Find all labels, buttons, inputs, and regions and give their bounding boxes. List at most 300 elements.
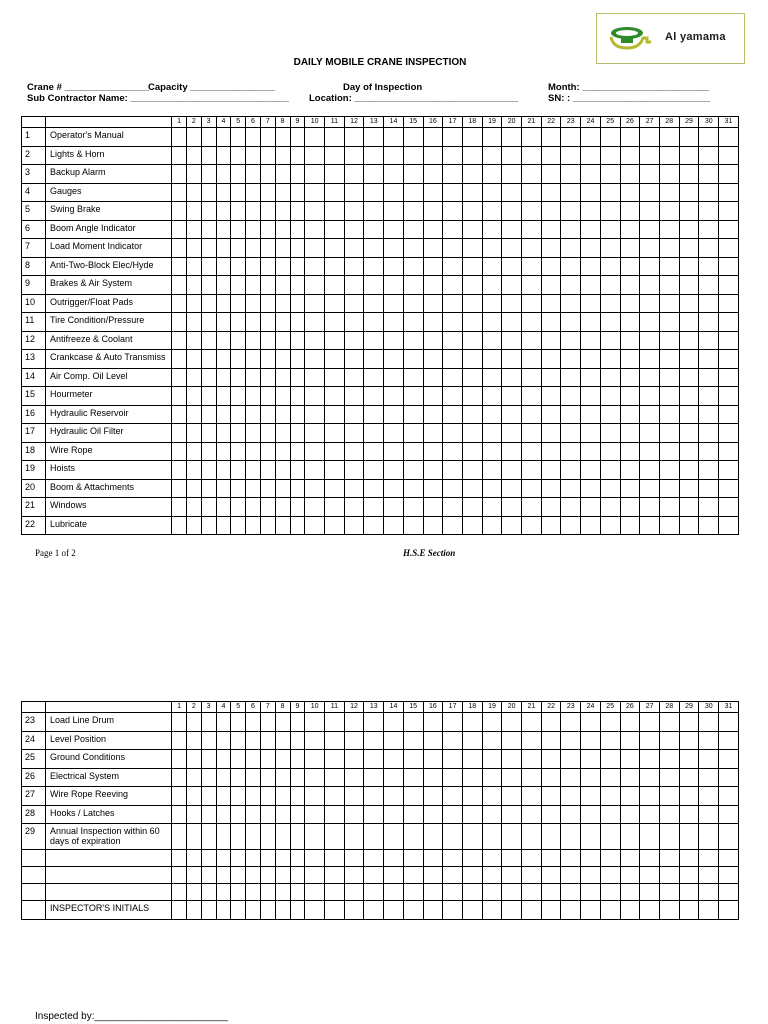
day-check-cell[interactable] (581, 257, 601, 276)
day-check-cell[interactable] (246, 183, 261, 202)
day-check-cell[interactable] (502, 479, 522, 498)
day-check-cell[interactable] (305, 424, 325, 443)
day-check-cell[interactable] (719, 424, 739, 443)
day-check-cell[interactable] (502, 442, 522, 461)
day-check-cell[interactable] (275, 867, 290, 884)
day-check-cell[interactable] (403, 257, 423, 276)
day-check-cell[interactable] (201, 313, 216, 332)
day-check-cell[interactable] (246, 516, 261, 535)
day-check-cell[interactable] (246, 387, 261, 406)
day-check-cell[interactable] (640, 220, 660, 239)
day-check-cell[interactable] (522, 331, 542, 350)
day-check-cell[interactable] (186, 387, 201, 406)
day-check-cell[interactable] (201, 479, 216, 498)
day-check-cell[interactable] (561, 368, 581, 387)
day-check-cell[interactable] (305, 183, 325, 202)
day-check-cell[interactable] (502, 146, 522, 165)
day-check-cell[interactable] (462, 257, 482, 276)
day-check-cell[interactable] (172, 405, 187, 424)
day-check-cell[interactable] (443, 516, 463, 535)
day-check-cell[interactable] (246, 128, 261, 147)
day-check-cell[interactable] (462, 350, 482, 369)
day-check-cell[interactable] (172, 294, 187, 313)
day-check-cell[interactable] (246, 405, 261, 424)
day-check-cell[interactable] (172, 331, 187, 350)
day-check-cell[interactable] (581, 867, 601, 884)
day-check-cell[interactable] (640, 313, 660, 332)
day-check-cell[interactable] (344, 350, 364, 369)
day-check-cell[interactable] (620, 479, 640, 498)
day-check-cell[interactable] (344, 768, 364, 787)
day-check-cell[interactable] (231, 516, 246, 535)
day-check-cell[interactable] (423, 884, 443, 901)
day-check-cell[interactable] (246, 850, 261, 867)
day-check-cell[interactable] (699, 442, 719, 461)
day-check-cell[interactable] (482, 850, 502, 867)
day-check-cell[interactable] (275, 313, 290, 332)
day-check-cell[interactable] (620, 424, 640, 443)
day-check-cell[interactable] (325, 183, 345, 202)
day-check-cell[interactable] (275, 331, 290, 350)
day-check-cell[interactable] (275, 294, 290, 313)
day-check-cell[interactable] (600, 516, 620, 535)
day-check-cell[interactable] (620, 294, 640, 313)
day-check-cell[interactable] (305, 165, 325, 184)
day-check-cell[interactable] (216, 350, 231, 369)
day-check-cell[interactable] (246, 313, 261, 332)
day-check-cell[interactable] (305, 787, 325, 806)
day-check-cell[interactable] (541, 479, 561, 498)
day-check-cell[interactable] (246, 276, 261, 295)
day-check-cell[interactable] (541, 202, 561, 221)
day-check-cell[interactable] (561, 405, 581, 424)
day-check-cell[interactable] (186, 350, 201, 369)
day-check-cell[interactable] (231, 128, 246, 147)
day-check-cell[interactable] (522, 405, 542, 424)
day-check-cell[interactable] (275, 461, 290, 480)
day-check-cell[interactable] (462, 146, 482, 165)
day-check-cell[interactable] (325, 884, 345, 901)
day-check-cell[interactable] (600, 805, 620, 824)
day-check-cell[interactable] (561, 183, 581, 202)
day-check-cell[interactable] (344, 146, 364, 165)
day-check-cell[interactable] (640, 146, 660, 165)
day-check-cell[interactable] (659, 239, 679, 258)
day-check-cell[interactable] (231, 787, 246, 806)
day-check-cell[interactable] (403, 387, 423, 406)
day-check-cell[interactable] (201, 183, 216, 202)
day-check-cell[interactable] (423, 239, 443, 258)
day-check-cell[interactable] (290, 331, 305, 350)
day-check-cell[interactable] (561, 387, 581, 406)
day-check-cell[interactable] (290, 901, 305, 920)
day-check-cell[interactable] (541, 165, 561, 184)
day-check-cell[interactable] (246, 479, 261, 498)
day-check-cell[interactable] (561, 479, 581, 498)
day-check-cell[interactable] (275, 901, 290, 920)
day-check-cell[interactable] (231, 313, 246, 332)
day-check-cell[interactable] (502, 787, 522, 806)
day-check-cell[interactable] (719, 850, 739, 867)
day-check-cell[interactable] (699, 850, 719, 867)
day-check-cell[interactable] (640, 202, 660, 221)
day-check-cell[interactable] (344, 461, 364, 480)
day-check-cell[interactable] (344, 405, 364, 424)
day-check-cell[interactable] (620, 202, 640, 221)
day-check-cell[interactable] (290, 824, 305, 850)
day-check-cell[interactable] (640, 805, 660, 824)
day-check-cell[interactable] (462, 294, 482, 313)
day-check-cell[interactable] (325, 850, 345, 867)
day-check-cell[interactable] (364, 901, 384, 920)
day-check-cell[interactable] (216, 901, 231, 920)
day-check-cell[interactable] (344, 479, 364, 498)
day-check-cell[interactable] (699, 202, 719, 221)
day-check-cell[interactable] (231, 183, 246, 202)
day-check-cell[interactable] (216, 442, 231, 461)
day-check-cell[interactable] (305, 713, 325, 732)
day-check-cell[interactable] (581, 128, 601, 147)
day-check-cell[interactable] (462, 713, 482, 732)
day-check-cell[interactable] (620, 442, 640, 461)
day-check-cell[interactable] (275, 884, 290, 901)
day-check-cell[interactable] (699, 750, 719, 769)
day-check-cell[interactable] (659, 768, 679, 787)
day-check-cell[interactable] (581, 368, 601, 387)
day-check-cell[interactable] (443, 867, 463, 884)
day-check-cell[interactable] (364, 257, 384, 276)
day-check-cell[interactable] (403, 294, 423, 313)
day-check-cell[interactable] (600, 239, 620, 258)
day-check-cell[interactable] (325, 128, 345, 147)
day-check-cell[interactable] (364, 750, 384, 769)
day-check-cell[interactable] (186, 405, 201, 424)
day-check-cell[interactable] (482, 731, 502, 750)
day-check-cell[interactable] (679, 750, 699, 769)
day-check-cell[interactable] (172, 257, 187, 276)
day-check-cell[interactable] (325, 276, 345, 295)
day-check-cell[interactable] (231, 498, 246, 517)
day-check-cell[interactable] (502, 750, 522, 769)
day-check-cell[interactable] (384, 768, 404, 787)
day-check-cell[interactable] (275, 824, 290, 850)
day-check-cell[interactable] (423, 824, 443, 850)
day-check-cell[interactable] (231, 461, 246, 480)
day-check-cell[interactable] (275, 202, 290, 221)
day-check-cell[interactable] (522, 787, 542, 806)
day-check-cell[interactable] (699, 731, 719, 750)
day-check-cell[interactable] (502, 405, 522, 424)
day-check-cell[interactable] (522, 257, 542, 276)
day-check-cell[interactable] (172, 750, 187, 769)
day-check-cell[interactable] (216, 239, 231, 258)
day-check-cell[interactable] (231, 405, 246, 424)
day-check-cell[interactable] (502, 768, 522, 787)
day-check-cell[interactable] (699, 239, 719, 258)
day-check-cell[interactable] (201, 516, 216, 535)
day-check-cell[interactable] (620, 884, 640, 901)
day-check-cell[interactable] (522, 350, 542, 369)
day-check-cell[interactable] (620, 276, 640, 295)
day-check-cell[interactable] (344, 731, 364, 750)
day-check-cell[interactable] (581, 331, 601, 350)
day-check-cell[interactable] (246, 165, 261, 184)
day-check-cell[interactable] (344, 220, 364, 239)
day-check-cell[interactable] (600, 750, 620, 769)
day-check-cell[interactable] (246, 442, 261, 461)
day-check-cell[interactable] (246, 424, 261, 443)
day-check-cell[interactable] (290, 768, 305, 787)
day-check-cell[interactable] (719, 294, 739, 313)
day-check-cell[interactable] (290, 713, 305, 732)
day-check-cell[interactable] (620, 713, 640, 732)
day-check-cell[interactable] (186, 294, 201, 313)
day-check-cell[interactable] (423, 405, 443, 424)
day-check-cell[interactable] (462, 405, 482, 424)
day-check-cell[interactable] (216, 479, 231, 498)
day-check-cell[interactable] (561, 165, 581, 184)
day-check-cell[interactable] (462, 128, 482, 147)
day-check-cell[interactable] (443, 768, 463, 787)
day-check-cell[interactable] (443, 850, 463, 867)
day-check-cell[interactable] (561, 516, 581, 535)
day-check-cell[interactable] (502, 202, 522, 221)
day-check-cell[interactable] (462, 276, 482, 295)
day-check-cell[interactable] (462, 805, 482, 824)
day-check-cell[interactable] (403, 405, 423, 424)
day-check-cell[interactable] (364, 146, 384, 165)
day-check-cell[interactable] (260, 479, 275, 498)
day-check-cell[interactable] (482, 350, 502, 369)
day-check-cell[interactable] (719, 884, 739, 901)
day-check-cell[interactable] (640, 128, 660, 147)
day-check-cell[interactable] (462, 731, 482, 750)
day-check-cell[interactable] (290, 884, 305, 901)
day-check-cell[interactable] (541, 884, 561, 901)
day-check-cell[interactable] (231, 867, 246, 884)
day-check-cell[interactable] (502, 713, 522, 732)
day-check-cell[interactable] (172, 850, 187, 867)
day-check-cell[interactable] (260, 331, 275, 350)
day-check-cell[interactable] (699, 824, 719, 850)
day-check-cell[interactable] (325, 387, 345, 406)
day-check-cell[interactable] (659, 442, 679, 461)
day-check-cell[interactable] (679, 824, 699, 850)
day-check-cell[interactable] (403, 165, 423, 184)
day-check-cell[interactable] (186, 884, 201, 901)
day-check-cell[interactable] (423, 850, 443, 867)
day-check-cell[interactable] (443, 183, 463, 202)
day-check-cell[interactable] (522, 498, 542, 517)
day-check-cell[interactable] (344, 331, 364, 350)
day-check-cell[interactable] (443, 713, 463, 732)
day-check-cell[interactable] (325, 165, 345, 184)
day-check-cell[interactable] (699, 368, 719, 387)
day-check-cell[interactable] (620, 220, 640, 239)
day-check-cell[interactable] (679, 257, 699, 276)
day-check-cell[interactable] (561, 731, 581, 750)
day-check-cell[interactable] (502, 805, 522, 824)
day-check-cell[interactable] (482, 146, 502, 165)
day-check-cell[interactable] (172, 313, 187, 332)
day-check-cell[interactable] (443, 824, 463, 850)
day-check-cell[interactable] (384, 257, 404, 276)
day-check-cell[interactable] (275, 165, 290, 184)
day-check-cell[interactable] (403, 750, 423, 769)
day-check-cell[interactable] (260, 731, 275, 750)
day-check-cell[interactable] (384, 405, 404, 424)
day-check-cell[interactable] (699, 461, 719, 480)
day-check-cell[interactable] (216, 731, 231, 750)
day-check-cell[interactable] (423, 220, 443, 239)
day-check-cell[interactable] (482, 220, 502, 239)
day-check-cell[interactable] (561, 805, 581, 824)
day-check-cell[interactable] (216, 713, 231, 732)
day-check-cell[interactable] (719, 442, 739, 461)
day-check-cell[interactable] (443, 350, 463, 369)
day-check-cell[interactable] (275, 128, 290, 147)
day-check-cell[interactable] (172, 713, 187, 732)
day-check-cell[interactable] (719, 516, 739, 535)
day-check-cell[interactable] (522, 901, 542, 920)
day-check-cell[interactable] (260, 257, 275, 276)
day-check-cell[interactable] (581, 276, 601, 295)
day-check-cell[interactable] (659, 787, 679, 806)
day-check-cell[interactable] (462, 313, 482, 332)
day-check-cell[interactable] (201, 901, 216, 920)
day-check-cell[interactable] (482, 461, 502, 480)
day-check-cell[interactable] (305, 824, 325, 850)
day-check-cell[interactable] (620, 239, 640, 258)
day-check-cell[interactable] (482, 294, 502, 313)
day-check-cell[interactable] (443, 901, 463, 920)
day-check-cell[interactable] (344, 165, 364, 184)
day-check-cell[interactable] (679, 146, 699, 165)
day-check-cell[interactable] (246, 787, 261, 806)
day-check-cell[interactable] (541, 387, 561, 406)
day-check-cell[interactable] (659, 405, 679, 424)
day-check-cell[interactable] (522, 146, 542, 165)
day-check-cell[interactable] (600, 294, 620, 313)
day-check-cell[interactable] (201, 498, 216, 517)
day-check-cell[interactable] (305, 257, 325, 276)
day-check-cell[interactable] (275, 750, 290, 769)
day-check-cell[interactable] (659, 220, 679, 239)
day-check-cell[interactable] (541, 901, 561, 920)
day-check-cell[interactable] (620, 387, 640, 406)
day-check-cell[interactable] (699, 276, 719, 295)
day-check-cell[interactable] (719, 750, 739, 769)
day-check-cell[interactable] (640, 901, 660, 920)
day-check-cell[interactable] (620, 824, 640, 850)
day-check-cell[interactable] (231, 424, 246, 443)
day-check-cell[interactable] (541, 805, 561, 824)
day-check-cell[interactable] (600, 787, 620, 806)
day-check-cell[interactable] (719, 239, 739, 258)
day-check-cell[interactable] (403, 442, 423, 461)
day-check-cell[interactable] (600, 405, 620, 424)
day-check-cell[interactable] (275, 731, 290, 750)
day-check-cell[interactable] (522, 461, 542, 480)
day-check-cell[interactable] (384, 294, 404, 313)
day-check-cell[interactable] (172, 387, 187, 406)
day-check-cell[interactable] (216, 498, 231, 517)
day-check-cell[interactable] (541, 498, 561, 517)
day-check-cell[interactable] (561, 257, 581, 276)
day-check-cell[interactable] (260, 461, 275, 480)
day-check-cell[interactable] (344, 787, 364, 806)
day-check-cell[interactable] (581, 405, 601, 424)
day-check-cell[interactable] (522, 850, 542, 867)
day-check-cell[interactable] (541, 294, 561, 313)
day-check-cell[interactable] (325, 461, 345, 480)
day-check-cell[interactable] (344, 128, 364, 147)
day-check-cell[interactable] (502, 424, 522, 443)
day-check-cell[interactable] (462, 787, 482, 806)
day-check-cell[interactable] (364, 183, 384, 202)
day-check-cell[interactable] (216, 202, 231, 221)
day-check-cell[interactable] (305, 294, 325, 313)
day-check-cell[interactable] (403, 867, 423, 884)
day-check-cell[interactable] (231, 884, 246, 901)
day-check-cell[interactable] (600, 901, 620, 920)
day-check-cell[interactable] (186, 479, 201, 498)
day-check-cell[interactable] (186, 424, 201, 443)
day-check-cell[interactable] (231, 257, 246, 276)
day-check-cell[interactable] (462, 867, 482, 884)
day-check-cell[interactable] (201, 424, 216, 443)
day-check-cell[interactable] (581, 884, 601, 901)
day-check-cell[interactable] (260, 867, 275, 884)
day-check-cell[interactable] (699, 516, 719, 535)
day-check-cell[interactable] (443, 498, 463, 517)
day-check-cell[interactable] (325, 405, 345, 424)
day-check-cell[interactable] (384, 424, 404, 443)
day-check-cell[interactable] (679, 479, 699, 498)
day-check-cell[interactable] (443, 479, 463, 498)
day-check-cell[interactable] (581, 294, 601, 313)
day-check-cell[interactable] (403, 805, 423, 824)
day-check-cell[interactable] (581, 731, 601, 750)
day-check-cell[interactable] (305, 805, 325, 824)
day-check-cell[interactable] (290, 313, 305, 332)
day-check-cell[interactable] (201, 128, 216, 147)
day-check-cell[interactable] (186, 461, 201, 480)
day-check-cell[interactable] (290, 805, 305, 824)
day-check-cell[interactable] (482, 165, 502, 184)
day-check-cell[interactable] (231, 239, 246, 258)
day-check-cell[interactable] (305, 313, 325, 332)
day-check-cell[interactable] (172, 183, 187, 202)
day-check-cell[interactable] (216, 768, 231, 787)
day-check-cell[interactable] (581, 424, 601, 443)
day-check-cell[interactable] (443, 805, 463, 824)
day-check-cell[interactable] (172, 516, 187, 535)
day-check-cell[interactable] (403, 850, 423, 867)
day-check-cell[interactable] (443, 368, 463, 387)
day-check-cell[interactable] (482, 787, 502, 806)
day-check-cell[interactable] (719, 220, 739, 239)
day-check-cell[interactable] (423, 331, 443, 350)
day-check-cell[interactable] (541, 239, 561, 258)
day-check-cell[interactable] (482, 128, 502, 147)
day-check-cell[interactable] (275, 387, 290, 406)
day-check-cell[interactable] (231, 442, 246, 461)
day-check-cell[interactable] (620, 768, 640, 787)
day-check-cell[interactable] (600, 202, 620, 221)
day-check-cell[interactable] (640, 850, 660, 867)
day-check-cell[interactable] (260, 424, 275, 443)
